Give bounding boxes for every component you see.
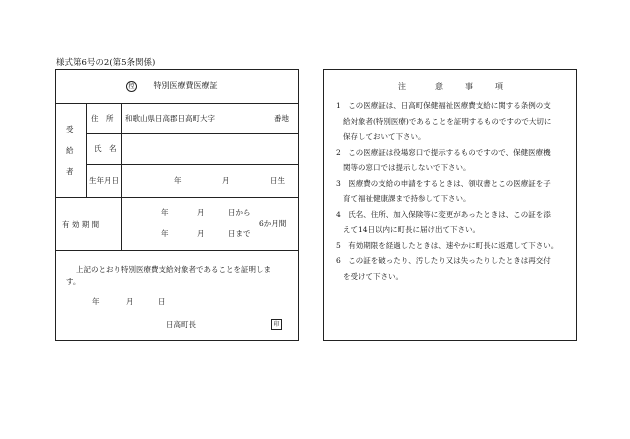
notes-title-3: 事 <box>465 82 473 91</box>
issue-month-unit: 月 <box>126 297 134 306</box>
address-value: 和歌山県日高郡日高町大字 <box>125 114 215 123</box>
notes-title-1: 注 <box>398 82 406 91</box>
divider <box>86 103 87 197</box>
certification-text-cont: す。 <box>66 277 81 286</box>
divider <box>56 250 298 251</box>
divider <box>56 197 298 198</box>
issue-year-unit: 年 <box>92 297 100 306</box>
notes-title-2: 意 <box>435 82 443 91</box>
note-line: 1 この医療証は、日高町保健福祉医療費支給に関する条例の支 <box>336 101 551 110</box>
recipient-label-3: 者 <box>66 167 74 176</box>
official-stamp <box>271 319 282 330</box>
validity-label: 有 効 期 間 <box>62 220 100 229</box>
validity-from-year: 年 <box>161 208 169 217</box>
form-number-label: 様式第6号の2(第5条関係) <box>56 58 156 68</box>
address-suffix: 番地 <box>274 114 289 123</box>
note-line: 2 この医療証は役場窓口で提示するものですので、保健医療機 <box>336 147 551 157</box>
address-label: 住 所 <box>91 114 114 123</box>
issuer-name: 日高町長 <box>166 320 196 329</box>
note-line: 給対象者(特別医療)であることを証明するものですので大切に <box>343 116 552 126</box>
certification-text: 上記のとおり特別医療費支給対象者であることを証明しま <box>76 265 271 274</box>
note-line: 6 この証を破ったり、汚したり又は失ったりしたときは再交付 <box>336 256 551 265</box>
certificate-title-row <box>126 81 218 92</box>
stamp-mark: 印 <box>271 319 282 330</box>
note-line: 5 有効期限を経過したときは、速やかに町長に返還して下さい。 <box>336 240 559 250</box>
notes-card <box>323 69 577 341</box>
note-line: 3 医療費の支給の申請をするときは、領収書とこの医療証を子 <box>336 178 551 188</box>
note-line: 育て福祉健康課まで持参して下さい。 <box>343 194 471 203</box>
name-label: 氏 名 <box>94 144 117 153</box>
birth-month-unit: 月 <box>222 176 230 185</box>
name-field[interactable] <box>122 134 298 164</box>
medical-certificate-card <box>55 69 299 341</box>
validity-from-month: 月 <box>197 208 205 217</box>
notes-list <box>336 98 568 284</box>
validity-to-year: 年 <box>161 229 169 238</box>
validity-duration: 6か月間 <box>259 219 287 228</box>
notes-title-4: 項 <box>495 82 503 91</box>
birth-year-unit: 年 <box>174 176 182 185</box>
issue-day-unit: 日 <box>158 297 166 306</box>
note-line: えて14日以内に町長に届け出て下さい。 <box>343 225 481 234</box>
validity-from-day: 日から <box>228 208 251 217</box>
note-line: を受けて下さい。 <box>343 271 403 281</box>
divider <box>56 103 298 104</box>
birthdate-label: 生年月日 <box>89 176 119 185</box>
validity-to-day: 日まで <box>228 229 251 238</box>
recipient-label-2: 給 <box>66 146 74 155</box>
recipient-label-1: 受 <box>66 125 74 134</box>
note-line: 関等の窓口では提示しないで下さい。 <box>343 163 471 172</box>
validity-to-month: 月 <box>197 229 205 238</box>
divider <box>121 103 122 250</box>
copy-seal-mark: 控 <box>126 81 137 92</box>
note-line: 保存しておいて下さい。 <box>343 132 426 141</box>
certificate-title: 特別医療費医療証 <box>153 81 218 90</box>
divider <box>86 164 298 165</box>
birth-day-unit: 日生 <box>270 176 285 185</box>
note-line: 4 氏名、住所、加入保険等に変更があったときは、この証を添 <box>336 209 551 219</box>
